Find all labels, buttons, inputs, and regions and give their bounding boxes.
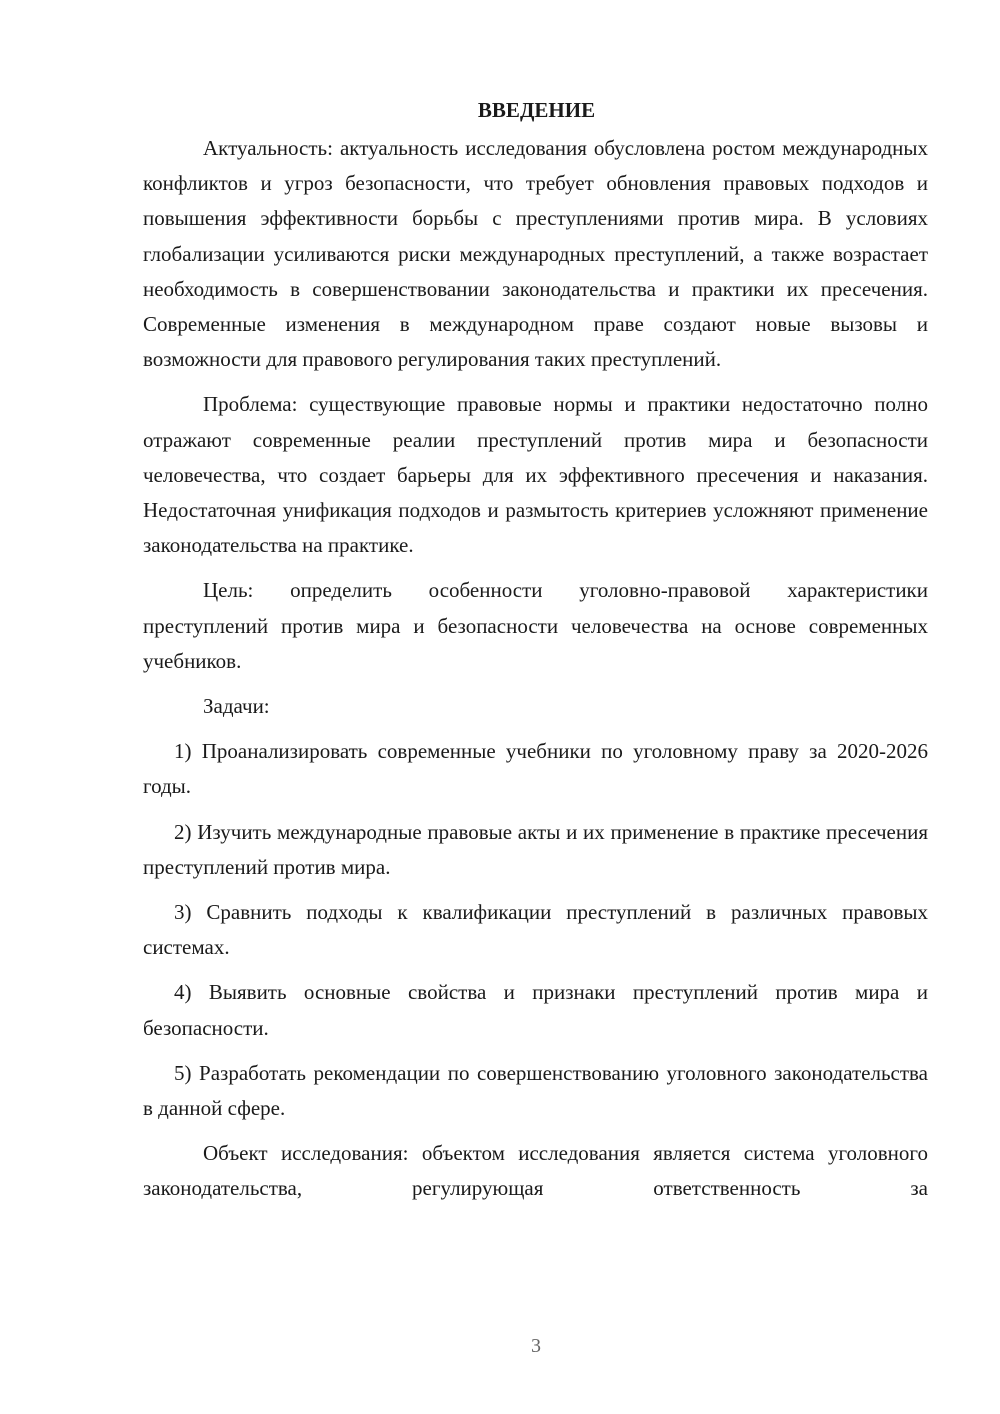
task-item-1: 1) Проанализировать современные учебники по уголовному праву за 2020-2026 годы. <box>143 739 928 799</box>
object-paragraph: Объект исследования: объектом исследования является система уголовного законодательства, регулирующая ответственность за <box>143 1141 928 1201</box>
task-item-5: 5) Разработать рекомендации по совершенствованию уголовного законодательства в данной сфере. <box>143 1060 928 1121</box>
page-number: 3 <box>531 1335 541 1357</box>
task-item-4: 4) Выявить основные свойства и признаки преступлений против мира и безопасности. <box>143 980 928 1040</box>
relevance-paragraph: Актуальность: актуальность исследования обусловлена ростом международных конфликтов и угроз безопасности, что требует обновления правовых подходов и повышения эффективности борьбы с преступлениями против мира. В условиях глобализации усиливаются риски международных преступлений, а также возрастает необходимость в совершенствовании законодательства и практики их пресечения. Современные изменения в международном праве создают новые вызовы и возможности для правового регулирования таких преступлений. <box>143 136 928 372</box>
document-page <box>143 92 928 1207</box>
goal-paragraph: Цель: определить особенности уголовно-правовой характеристики преступлений против мира и безопасности человечества на основе современных учебников. <box>143 578 928 673</box>
task-item-2: 2) Изучить международные правовые акты и их применение в практике пресечения преступлений против мира. <box>143 819 928 879</box>
tasks-heading: Задачи: <box>203 694 270 719</box>
section-heading: ВВЕДЕНИЕ <box>477 98 596 122</box>
task-item-3: 3) Сравнить подходы к квалификации преступлений в различных правовых системах. <box>143 900 928 960</box>
problem-paragraph: Проблема: существующие правовые нормы и практики недостаточно полно отражают современные реалии преступлений против мира и безопасности человечества, что создает барьеры для их эффективного пресечения и наказания. Недостаточная унификация подходов и размытость критериев усложняют применение законодательства на практике. <box>143 392 928 558</box>
